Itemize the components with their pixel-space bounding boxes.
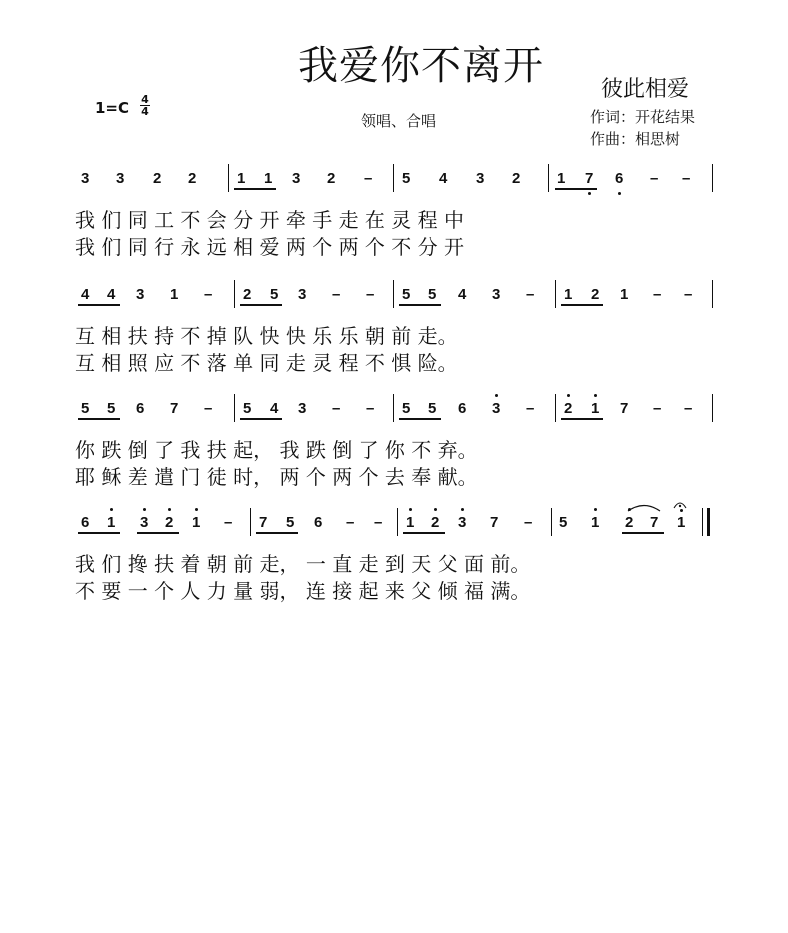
note: 4 (81, 286, 90, 303)
dash: – (684, 400, 693, 417)
note: 1 (107, 514, 116, 531)
eighth-beam (555, 188, 597, 190)
time-signature (140, 94, 150, 117)
note: 4 (270, 400, 279, 417)
lyrics-verse-2: 我 们 同 行 永 远 相 爱 两 个 两 个 不 分 开 (75, 235, 465, 259)
note: 3 (476, 170, 485, 187)
dash: – (366, 400, 375, 417)
note: 2 (512, 170, 521, 187)
high-octave-dot (434, 508, 437, 511)
high-octave-dot (594, 394, 597, 397)
note: 7 (170, 400, 179, 417)
final-bar-thin (702, 508, 703, 536)
note: 1 (557, 170, 566, 187)
note: 3 (458, 514, 467, 531)
dash: – (364, 170, 373, 187)
high-octave-dot (567, 394, 570, 397)
note: 3 (136, 286, 145, 303)
note: 5 (402, 170, 411, 187)
dash: – (682, 170, 691, 187)
note: 3 (140, 514, 149, 531)
bar-line (712, 164, 713, 192)
note: 1 (264, 170, 273, 187)
time-signature-bottom: 4 (141, 105, 149, 118)
dash: – (524, 514, 533, 531)
bar-line (393, 394, 394, 422)
bar-line (551, 508, 552, 536)
note: 6 (458, 400, 467, 417)
eighth-beam (78, 304, 120, 306)
note: 1 (564, 286, 573, 303)
notation-row (70, 394, 720, 424)
dash: – (204, 400, 213, 417)
high-octave-dot (409, 508, 412, 511)
fermata-icon (672, 498, 688, 510)
eighth-beam (240, 304, 282, 306)
music-system-3 (70, 394, 720, 494)
eighth-beam (561, 418, 603, 420)
bar-line (234, 280, 235, 308)
slur-mark (626, 502, 662, 512)
lyrics-verse-1: 你 跌 倒 了 我 扶 起， 我 跌 倒 了 你 不 弃。 (75, 438, 478, 462)
notation-row (70, 280, 720, 310)
note: 1 (677, 514, 686, 531)
note: 1 (591, 400, 600, 417)
note: 1 (620, 286, 629, 303)
note: 5 (107, 400, 116, 417)
note: 5 (286, 514, 295, 531)
note: 3 (298, 400, 307, 417)
bar-line (712, 394, 713, 422)
note: 7 (620, 400, 629, 417)
note: 7 (585, 170, 594, 187)
dash: – (366, 286, 375, 303)
dash: – (650, 170, 659, 187)
lyrics-verse-2: 耶 稣 差 遣 门 徒 时， 两 个 两 个 去 奉 献。 (75, 465, 478, 489)
note: 1 (591, 514, 600, 531)
eighth-beam (137, 532, 179, 534)
bar-line (393, 280, 394, 308)
bar-line (712, 280, 713, 308)
bar-line (548, 164, 549, 192)
note: 2 (625, 514, 634, 531)
bar-line (555, 394, 556, 422)
note: 5 (270, 286, 279, 303)
high-octave-dot (195, 508, 198, 511)
note: 4 (458, 286, 467, 303)
note: 3 (292, 170, 301, 187)
note: 5 (402, 400, 411, 417)
note: 6 (136, 400, 145, 417)
bar-line (234, 394, 235, 422)
high-octave-dot (168, 508, 171, 511)
notation-row (70, 164, 720, 194)
note: 5 (428, 400, 437, 417)
lyrics-verse-2: 互 相 照 应 不 落 单 同 走 灵 程 不 惧 险。 (75, 351, 458, 375)
note: 4 (107, 286, 116, 303)
note: 3 (116, 170, 125, 187)
lyricist-credit: 作词：开花结果 (590, 108, 696, 126)
note: 1 (406, 514, 415, 531)
dash: – (653, 400, 662, 417)
note: 3 (81, 170, 90, 187)
key-signature: 1=C (95, 99, 130, 117)
note: 7 (650, 514, 659, 531)
eighth-beam (403, 532, 445, 534)
lyrics-verse-1: 我 们 同 工 不 会 分 开 牵 手 走 在 灵 程 中 (75, 208, 465, 232)
bar-line (393, 164, 394, 192)
dash: – (346, 514, 355, 531)
note: 1 (192, 514, 201, 531)
note: 5 (402, 286, 411, 303)
note: 2 (188, 170, 197, 187)
dash: – (332, 286, 341, 303)
eighth-beam (622, 532, 664, 534)
low-octave-dot (588, 192, 591, 195)
time-signature-top: 4 (141, 93, 149, 106)
note: 3 (492, 286, 501, 303)
note: 2 (327, 170, 336, 187)
final-bar-thick (707, 508, 710, 536)
high-octave-dot (110, 508, 113, 511)
dash: – (374, 514, 383, 531)
dash: – (653, 286, 662, 303)
eighth-beam (234, 188, 276, 190)
note: 1 (170, 286, 179, 303)
lyrics-verse-1: 我 们 搀 扶 着 朝 前 走， 一 直 走 到 天 父 面 前。 (75, 552, 531, 576)
dash: – (332, 400, 341, 417)
note: 6 (314, 514, 323, 531)
music-system-1 (70, 164, 720, 264)
note: 1 (237, 170, 246, 187)
eighth-beam (78, 418, 120, 420)
lyrics-verse-2: 不 要 一 个 人 力 量 弱， 连 接 起 来 父 倾 福 满。 (75, 579, 531, 603)
note: 2 (591, 286, 600, 303)
eighth-beam (240, 418, 282, 420)
eighth-beam (399, 304, 441, 306)
note: 5 (428, 286, 437, 303)
note: 5 (81, 400, 90, 417)
lyrics-verse-1: 互 相 扶 持 不 掉 队 快 快 乐 乐 朝 前 走。 (75, 324, 458, 348)
note: 3 (298, 286, 307, 303)
low-octave-dot (618, 192, 621, 195)
eighth-beam (561, 304, 603, 306)
bar-line (250, 508, 251, 536)
note: 2 (564, 400, 573, 417)
dash: – (224, 514, 233, 531)
high-octave-dot (495, 394, 498, 397)
dash: – (204, 286, 213, 303)
composer-credit: 作曲：相思树 (590, 130, 681, 148)
dash: – (526, 400, 535, 417)
note: 6 (615, 170, 624, 187)
song-subtitle: 彼此相爱 (601, 77, 690, 102)
song-title: 我爱你不离开 (298, 43, 544, 89)
music-system-4 (70, 508, 720, 608)
note: 7 (259, 514, 268, 531)
bar-line (397, 508, 398, 536)
performance-note: 领唱、合唱 (361, 112, 437, 130)
bar-line (555, 280, 556, 308)
note: 2 (153, 170, 162, 187)
high-octave-dot (461, 508, 464, 511)
note: 6 (81, 514, 90, 531)
note: 5 (243, 400, 252, 417)
note: 3 (492, 400, 501, 417)
bar-line (228, 164, 229, 192)
dash: – (526, 286, 535, 303)
eighth-beam (256, 532, 298, 534)
high-octave-dot (594, 508, 597, 511)
note: 2 (165, 514, 174, 531)
note: 7 (490, 514, 499, 531)
high-octave-dot (143, 508, 146, 511)
eighth-beam (78, 532, 120, 534)
note: 2 (431, 514, 440, 531)
eighth-beam (399, 418, 441, 420)
note: 5 (559, 514, 568, 531)
notation-row (70, 508, 720, 538)
note: 4 (439, 170, 448, 187)
note: 2 (243, 286, 252, 303)
dash: – (684, 286, 693, 303)
music-system-2 (70, 280, 720, 380)
